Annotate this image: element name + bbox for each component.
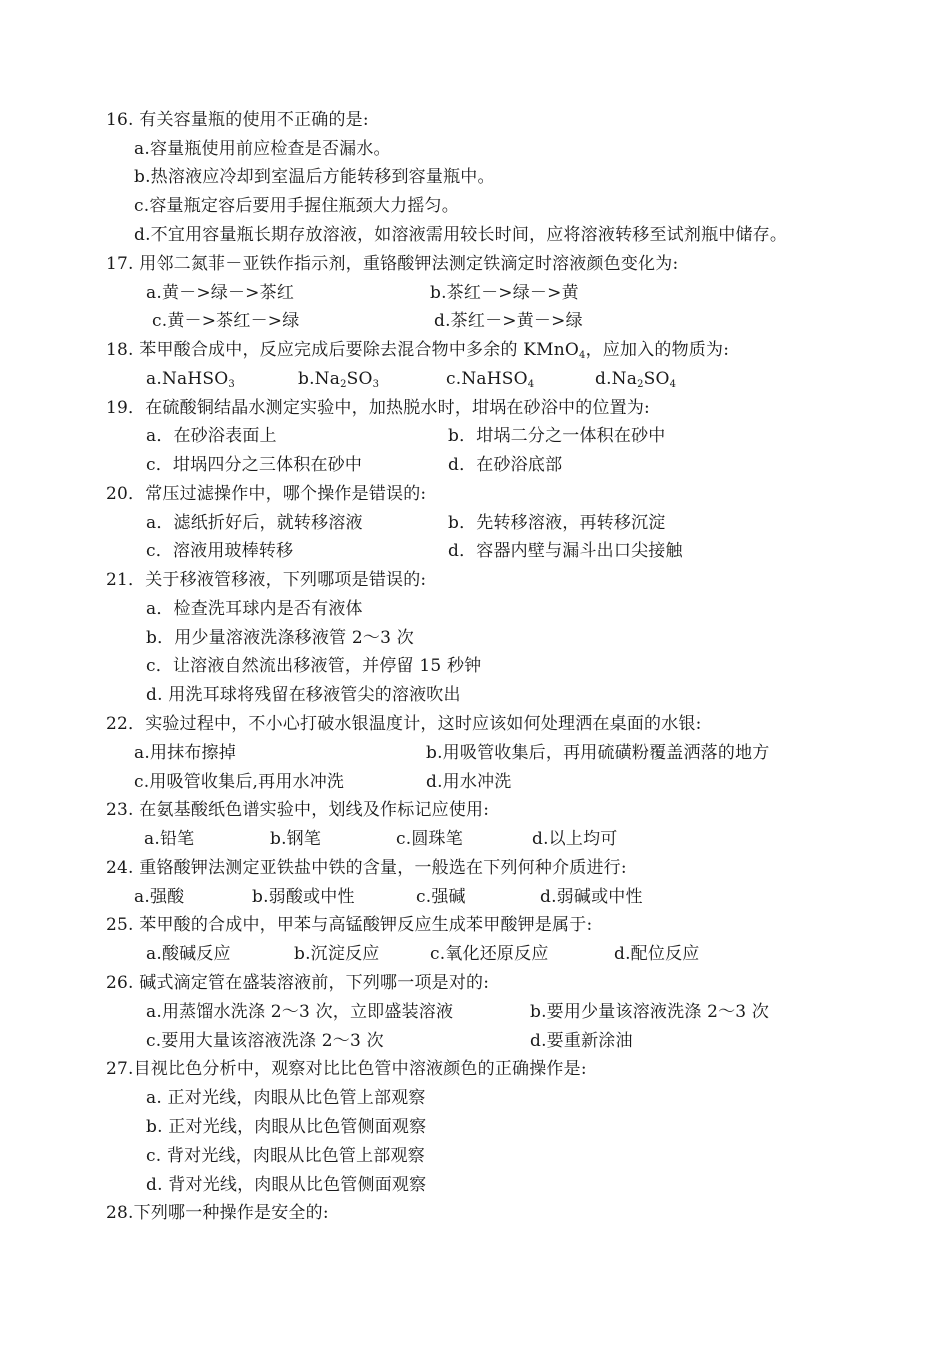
question-18-option-a: a.NaHSO$_3$ bbox=[146, 369, 235, 390]
question-25-option-b: b.沉淀反应 bbox=[294, 944, 380, 964]
question-23-option-b: b.钢笔 bbox=[270, 829, 322, 849]
question-26-option-a: a.用蒸馏水洗涤 2～3 次，立即盛装溶液 bbox=[146, 1002, 454, 1022]
question-20-stem: 20．常压过滤操作中，哪个操作是错误的: bbox=[106, 484, 427, 504]
question-26-option-c: c.要用大量该溶液洗涤 2～3 次 bbox=[146, 1031, 384, 1051]
question-27-option-a: a. 正对光线，肉眼从比色管上部观察 bbox=[146, 1088, 426, 1108]
question-16-option-a: a.容量瓶使用前应检查是否漏水。 bbox=[134, 139, 391, 159]
question-28-stem: 28.下列哪一种操作是安全的: bbox=[106, 1203, 329, 1223]
question-26-option-d: d.要重新涂油 bbox=[530, 1031, 633, 1051]
question-19-option-b: b．坩埚二分之一体积在砂中 bbox=[448, 426, 666, 446]
question-19-option-a: a．在砂浴表面上 bbox=[146, 426, 277, 446]
question-19-option-c: c．坩埚四分之三体积在砂中 bbox=[146, 455, 363, 475]
question-17-option-c: c.黄－>茶红－>绿 bbox=[152, 311, 300, 331]
question-16-option-d: d.不宜用容量瓶长期存放溶液，如溶液需用较长时间，应将溶液转移至试剂瓶中储存。 bbox=[134, 225, 788, 245]
question-24-option-c: c.强碱 bbox=[416, 887, 466, 907]
question-17-option-a: a.黄－>绿－>茶红 bbox=[146, 283, 295, 303]
question-26-stem: 26. 碱式滴定管在盛装溶液前，下列哪一项是对的: bbox=[106, 973, 490, 993]
question-24-option-a: a.强酸 bbox=[134, 887, 185, 907]
question-18-stem bbox=[106, 339, 729, 361]
question-27-option-d: d. 背对光线，肉眼从比色管侧面观察 bbox=[146, 1175, 427, 1195]
question-25-option-a: a.酸碱反应 bbox=[146, 944, 231, 964]
question-16-option-b: b.热溶液应冷却到室温后方能转移到容量瓶中。 bbox=[134, 167, 495, 187]
question-21-stem: 21．关于移液管移液，下列哪项是错误的: bbox=[106, 570, 427, 590]
question-24-option-d: d.弱碱或中性 bbox=[540, 887, 643, 907]
question-23-option-a: a.铅笔 bbox=[144, 829, 195, 849]
question-24-stem: 24. 重铬酸钾法测定亚铁盐中铁的含量，一般选在下列何种介质进行: bbox=[106, 858, 627, 878]
question-18-option-d: $d.Na_2SO_4$ bbox=[595, 369, 677, 390]
question-19-stem: 19．在硫酸铜结晶水测定实验中，加热脱水时，坩埚在砂浴中的位置为: bbox=[106, 398, 650, 418]
question-20-option-b: b．先转移溶液，再转移沉淀 bbox=[448, 513, 666, 533]
question-16-option-c: c.容量瓶定容后要用手握住瓶颈大力摇匀。 bbox=[134, 196, 459, 216]
question-25-option-d: d.配位反应 bbox=[614, 944, 700, 964]
question-21-option-c: c．让溶液自然流出移液管，并停留 15 秒钟 bbox=[146, 656, 482, 676]
question-21-option-a: a．检查洗耳球内是否有液体 bbox=[146, 599, 363, 619]
question-17-stem: 17. 用邻二氮菲－亚铁作指示剂，重铬酸钾法测定铁滴定时溶液颜色变化为: bbox=[106, 254, 679, 274]
question-24-option-b: b.弱酸或中性 bbox=[252, 887, 355, 907]
question-18-option-b: $b.Na_2SO_3$ bbox=[298, 369, 380, 390]
question-23-stem: 23. 在氨基酸纸色谱实验中，划线及作标记应使用: bbox=[106, 800, 490, 820]
question-22-option-b: b.用吸管收集后，再用硫磺粉覆盖洒落的地方 bbox=[426, 743, 770, 763]
question-23-option-c: c.圆珠笔 bbox=[396, 829, 463, 849]
question-25-option-c: c.氧化还原反应 bbox=[430, 944, 549, 964]
question-19-option-d: d．在砂浴底部 bbox=[448, 455, 563, 475]
question-22-option-d: d.用水冲洗 bbox=[426, 772, 512, 792]
question-20-option-a: a．滤纸折好后，就转移溶液 bbox=[146, 513, 363, 533]
question-20-option-d: d．容器内壁与漏斗出口尖接触 bbox=[448, 541, 683, 561]
question-21-option-d: d. 用洗耳球将残留在移液管尖的溶液吹出 bbox=[146, 685, 461, 705]
question-22-option-c: c.用吸管收集后,再用水冲洗 bbox=[134, 772, 345, 792]
question-27-stem: 27.目视比色分析中，观察对比比色管中溶液颜色的正确操作是: bbox=[106, 1059, 587, 1079]
question-22-option-a: a.用抹布擦掉 bbox=[134, 743, 236, 763]
question-18-stem-text: 18. 苯甲酸合成中，反应完成后要除去混合物中多余的 KMnO$_4$，应加入的物质为: bbox=[106, 340, 730, 361]
question-22-stem: 22．实验过程中，不小心打破水银温度计，这时应该如何处理洒在桌面的水银: bbox=[106, 714, 702, 734]
question-20-option-c: c．溶液用玻棒转移 bbox=[146, 541, 294, 561]
question-18-option-c: c.NaHSO$_4$ bbox=[446, 369, 535, 390]
question-23-option-d: d.以上均可 bbox=[532, 829, 618, 849]
question-26-option-b: b.要用少量该溶液洗涤 2～3 次 bbox=[530, 1002, 770, 1022]
question-17-option-d: d.茶红－>黄－>绿 bbox=[434, 311, 583, 331]
question-21-option-b: b．用少量溶液洗涤移液管 2～3 次 bbox=[146, 628, 414, 648]
question-27-option-b: b. 正对光线，肉眼从比色管侧面观察 bbox=[146, 1117, 427, 1137]
question-27-option-c: c. 背对光线，肉眼从比色管上部观察 bbox=[146, 1146, 425, 1166]
question-25-stem: 25. 苯甲酸的合成中，甲苯与高锰酸钾反应生成苯甲酸钾是属于: bbox=[106, 915, 593, 935]
question-16-stem: 16. 有关容量瓶的使用不正确的是: bbox=[106, 110, 369, 130]
question-17-option-b: b.茶红－>绿－>黄 bbox=[430, 283, 579, 303]
